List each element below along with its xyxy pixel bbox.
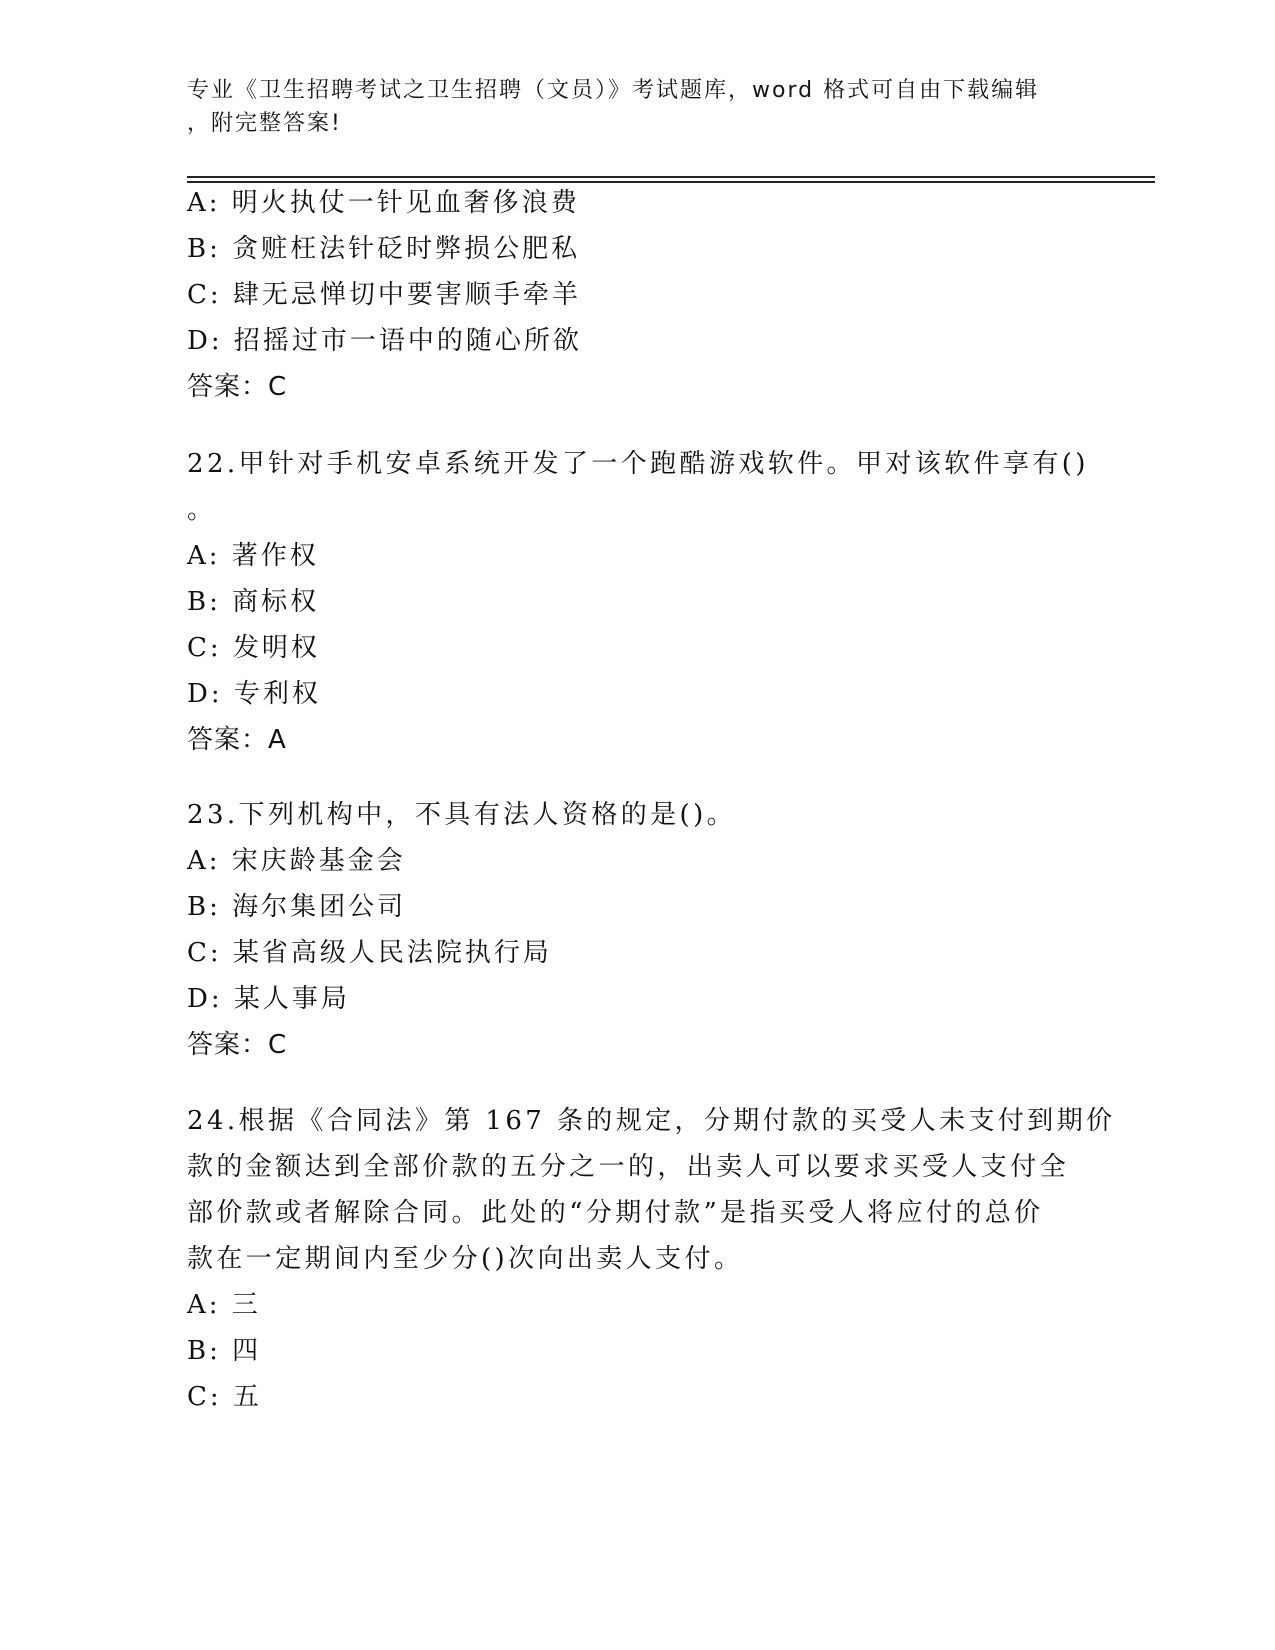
question-23 — [187, 792, 1087, 1068]
option-a: A: 三 — [187, 1290, 261, 1320]
question-stem-line-4: 款在一定期间内至少分()次向出卖人支付。 — [187, 1244, 744, 1274]
header-line-1: 专业《卫生招聘考试之卫生招聘（文员）》考试题库，word 格式可自由下载编辑 — [187, 78, 1040, 103]
option-c: C: 发明权 — [187, 633, 320, 663]
option-c: C: 某省高级人民法院执行局 — [187, 938, 552, 968]
question-stem-line-1: 22.甲针对手机安卓系统开发了一个跑酷游戏软件。甲对该软件享有() — [187, 449, 1089, 479]
option-d: D: 招摇过市一语中的随心所欲 — [187, 326, 582, 356]
option-c: C: 肆无忌惮切中要害顺手牵羊 — [187, 280, 581, 310]
answer-line: 答案：A — [187, 725, 287, 755]
answer-line: 答案：C — [187, 1030, 288, 1060]
option-a: A: 著作权 — [187, 541, 319, 571]
option-b: B: 四 — [187, 1336, 262, 1366]
option-b: B: 海尔集团公司 — [187, 892, 407, 922]
option-a: A: 明火执仗一针见血奢侈浪费 — [187, 188, 580, 218]
question-24 — [187, 1098, 1116, 1420]
header-rule-top — [187, 176, 1155, 178]
question-22 — [187, 441, 1087, 763]
option-d: D: 某人事局 — [187, 984, 350, 1014]
question-stem-line-2: 款的金额达到全部价款的五分之一的，出卖人可以要求买受人支付全 — [187, 1152, 1070, 1182]
question-21 — [187, 180, 1087, 410]
answer-line: 答案：C — [187, 372, 288, 402]
option-d: D: 专利权 — [187, 679, 321, 709]
question-stem-line-1: 24.根据《合同法》第 167 条的规定，分期付款的买受人未支付到期价 — [187, 1106, 1116, 1136]
option-b: B: 贪赃枉法针砭时弊损公肥私 — [187, 234, 581, 264]
header-line-2: ，附完整答案! — [187, 111, 342, 136]
option-a: A: 宋庆龄基金会 — [187, 846, 406, 876]
question-stem-line-1: 23.下列机构中，不具有法人资格的是()。 — [187, 800, 737, 830]
option-b: B: 商标权 — [187, 587, 320, 617]
question-stem-line-3: 部价款或者解除合同。此处的“分期付款”是指买受人将应付的总价 — [187, 1198, 1044, 1228]
document-header — [187, 74, 1087, 140]
option-c: C: 五 — [187, 1382, 262, 1412]
question-stem-line-2: 。 — [187, 495, 217, 525]
